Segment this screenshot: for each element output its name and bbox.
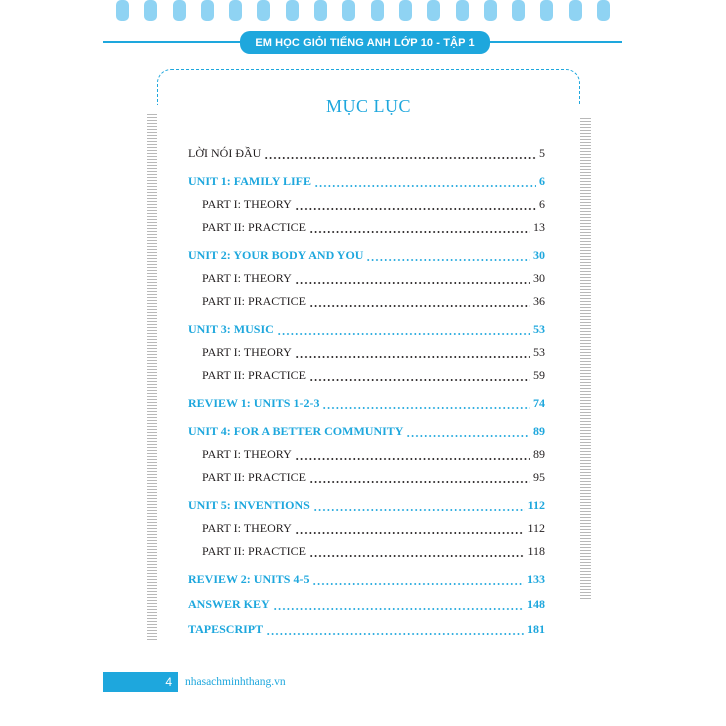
dot-leader	[295, 517, 525, 540]
binding-hole	[399, 0, 412, 21]
left-stripe-bar	[147, 114, 157, 640]
dot-leader	[314, 170, 536, 193]
toc-entry-preface	[188, 142, 545, 165]
toc-entry-page: 6	[539, 174, 545, 188]
toc-entry-label: PART II: PRACTICE	[202, 470, 306, 484]
toc-entry-unit-3	[188, 318, 545, 341]
toc-entry-page: 89	[533, 447, 545, 461]
binding-hole	[257, 0, 270, 21]
toc-entry-review-1	[188, 392, 545, 415]
toc-entry-page: 30	[533, 271, 545, 285]
toc-entry-page: 112	[527, 521, 545, 535]
toc-entry-label: PART II: PRACTICE	[202, 220, 306, 234]
footer-page-number: 4	[165, 675, 172, 689]
toc-entry-page: 30	[533, 248, 545, 262]
toc-entry-unit-3-part-1	[188, 341, 545, 364]
toc-entry-review-2	[188, 568, 545, 591]
dot-leader	[266, 618, 524, 641]
dot-leader	[295, 267, 530, 290]
toc-entry-unit-2-part-1	[188, 267, 545, 290]
page-title: MỤC LỤC	[325, 96, 411, 116]
binding-hole	[512, 0, 525, 21]
toc-entry-unit-5-part-2	[188, 540, 545, 563]
binding-hole	[371, 0, 384, 21]
toc-entry-page: 59	[533, 368, 545, 382]
toc-entry-page: 13	[533, 220, 545, 234]
dot-leader	[295, 341, 530, 364]
dot-leader	[309, 466, 530, 489]
footer-page-number-box	[103, 672, 178, 692]
binding-hole	[229, 0, 242, 21]
toc-entry-page: 95	[533, 470, 545, 484]
binding-hole	[569, 0, 582, 21]
dot-leader	[309, 216, 530, 239]
dot-leader	[295, 193, 536, 216]
toc-entry-label: UNIT 1: FAMILY LIFE	[188, 174, 312, 188]
toc-entry-label: PART I: THEORY	[202, 521, 292, 535]
toc-entry-label: UNIT 2: YOUR BODY AND YOU	[188, 248, 364, 262]
toc-entry-unit-4	[188, 420, 545, 443]
toc-entry-label: UNIT 3: MUSIC	[188, 322, 274, 336]
dot-leader	[273, 593, 524, 616]
table-of-contents	[188, 142, 545, 641]
toc-entry-unit-5-part-1	[188, 517, 545, 540]
toc-entry-unit-2	[188, 244, 545, 267]
toc-entry-label: TAPESCRIPT	[188, 622, 264, 636]
toc-entry-label: UNIT 4: FOR A BETTER COMMUNITY	[188, 424, 404, 438]
toc-entry-label: PART I: THEORY	[202, 447, 292, 461]
toc-entry-unit-1-part-1	[188, 193, 545, 216]
toc-entry-page: 53	[533, 345, 545, 359]
toc-entry-label: UNIT 5: INVENTIONS	[188, 498, 310, 512]
toc-entry-page: 112	[527, 498, 545, 512]
binding-hole	[484, 0, 497, 21]
toc-entry-unit-3-part-2	[188, 364, 545, 387]
toc-entry-unit-1-part-2	[188, 216, 545, 239]
toc-entry-page: 181	[527, 622, 545, 636]
toc-entry-unit-2-part-2	[188, 290, 545, 313]
toc-entry-page: 5	[539, 146, 545, 160]
binding-hole	[116, 0, 129, 21]
dot-leader	[366, 244, 530, 267]
dot-leader	[322, 392, 530, 415]
dot-leader	[312, 568, 524, 591]
toc-entry-page: 133	[527, 572, 545, 586]
right-stripe-bar	[580, 118, 591, 600]
toc-entry-label: PART I: THEORY	[202, 197, 292, 211]
dot-leader	[264, 142, 536, 165]
toc-entry-answer-key	[188, 593, 545, 616]
dot-leader	[277, 318, 530, 341]
toc-entry-page: 118	[527, 544, 545, 558]
toc-entry-label: LỜI NÓI ĐẦU	[188, 146, 262, 160]
toc-entry-label: PART I: THEORY	[202, 345, 292, 359]
binding-holes	[116, 0, 610, 22]
toc-entry-label: PART II: PRACTICE	[202, 368, 306, 382]
toc-entry-page: 53	[533, 322, 545, 336]
book-title: EM HỌC GIỎI TIẾNG ANH LỚP 10 - TẬP 1	[255, 36, 475, 49]
binding-hole	[342, 0, 355, 21]
binding-hole	[201, 0, 214, 21]
toc-entry-unit-5	[188, 494, 545, 517]
toc-entry-page: 36	[533, 294, 545, 308]
toc-entry-tapescript	[188, 618, 545, 641]
toc-entry-label: PART II: PRACTICE	[202, 544, 306, 558]
toc-entry-page: 148	[527, 597, 545, 611]
binding-hole	[597, 0, 610, 21]
toc-entry-page: 6	[539, 197, 545, 211]
toc-entry-unit-1	[188, 170, 545, 193]
dot-leader	[313, 494, 525, 517]
publisher-website: nhasachminhthang.vn	[185, 676, 286, 688]
toc-entry-label: REVIEW 2: UNITS 4-5	[188, 572, 310, 586]
binding-hole	[173, 0, 186, 21]
book-title-banner	[240, 31, 490, 54]
dot-leader	[406, 420, 530, 443]
dot-leader	[309, 364, 530, 387]
toc-entry-label: REVIEW 1: UNITS 1-2-3	[188, 396, 320, 410]
dot-leader	[295, 443, 530, 466]
binding-hole	[144, 0, 157, 21]
toc-entry-label: PART II: PRACTICE	[202, 294, 306, 308]
binding-hole	[427, 0, 440, 21]
toc-entry-page: 89	[533, 424, 545, 438]
dot-leader	[309, 290, 530, 313]
binding-hole	[286, 0, 299, 21]
binding-hole	[540, 0, 553, 21]
toc-entry-unit-4-part-2	[188, 466, 545, 489]
binding-hole	[314, 0, 327, 21]
toc-entry-label: PART I: THEORY	[202, 271, 292, 285]
toc-entry-label: ANSWER KEY	[188, 597, 270, 611]
toc-entry-unit-4-part-1	[188, 443, 545, 466]
dot-leader	[309, 540, 524, 563]
binding-hole	[456, 0, 469, 21]
toc-entry-page: 74	[533, 396, 545, 410]
